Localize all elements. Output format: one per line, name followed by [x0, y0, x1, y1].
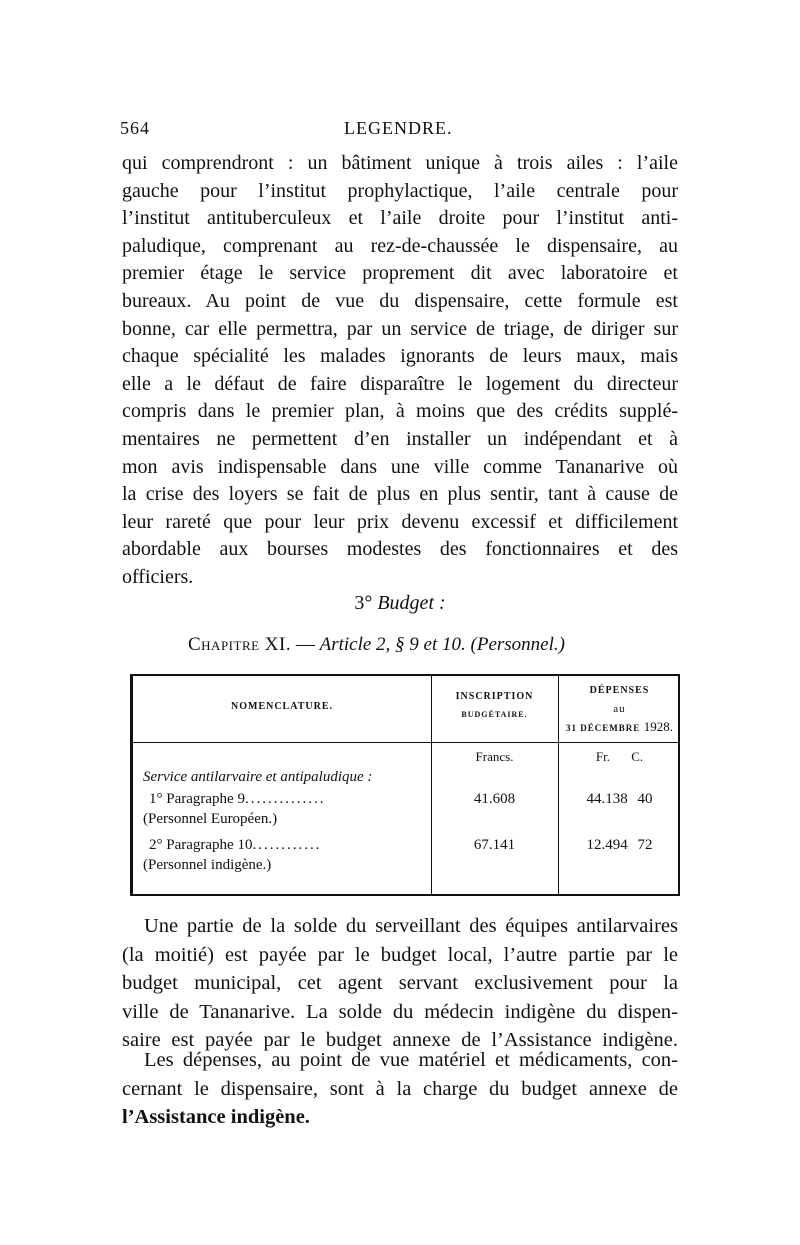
- table-row-sublabel: (Personnel Européen.): [143, 811, 278, 827]
- text-line-bold: l’Assistance indigène.: [122, 1106, 310, 1128]
- page-header: [120, 118, 680, 142]
- text-line: la crise des loyers se fait de plus en plus sentir, tant à cause de: [122, 483, 678, 506]
- budget-heading-number: 3°: [354, 592, 373, 614]
- column-header-nomenclature: NOMENCLATURE.: [231, 701, 333, 712]
- table-cell-inscription: 67.141: [473, 837, 516, 853]
- text-line: ville de Tananarive. La solde du médecin indigène du dispen-: [122, 1000, 678, 1023]
- text-line: qui comprendront : un bâtiment unique à trois ailes : l’aile: [122, 152, 678, 174]
- paragraph-expenses: [122, 1046, 678, 1132]
- text-line: officiers.: [122, 565, 194, 588]
- text-line: budget municipal, cet agent servant exclusivement pour la: [122, 972, 678, 994]
- text-line: (la moitié) est payée par le budget local, l’autre partie par le: [122, 943, 678, 966]
- column-header-depenses-line1: DÉPENSES: [589, 685, 650, 696]
- running-head: LEGENDRE.: [344, 118, 453, 138]
- table-cell-depenses: 12.494 72: [586, 837, 653, 853]
- chapter-dash: —: [295, 634, 315, 655]
- text-line: l’institut antituberculeux et l’aile droite pour l’institut anti-: [122, 207, 678, 230]
- dot-leader: ..............: [244, 791, 326, 807]
- text-line: compris dans le premier plan, à moins que des crédits supplé-: [122, 400, 678, 423]
- column-header-depenses-line2: au: [613, 703, 626, 715]
- paragraph-hospital-plan: [122, 150, 678, 592]
- budget-table: [130, 674, 680, 896]
- text-line: mon avis indispensable dans une ville comme Tananarive où: [122, 455, 678, 478]
- table-row-sublabel: (Personnel indigène.): [143, 857, 272, 873]
- table-cell-depenses: 44.138 40: [586, 791, 653, 807]
- text-line: bureaux. Au point de vue du dispensaire, cette formule est: [122, 289, 678, 312]
- budget-heading-label: Budget :: [377, 592, 446, 614]
- text-line: gauche pour l’institut prophylactique, l’aile centrale pour: [122, 179, 678, 202]
- chapter-article: Article 2, § 9 et 10.: [319, 634, 466, 655]
- text-line: Une partie de la solde du serveillant des équipes antilarvaires: [144, 915, 678, 937]
- page-number: 564: [120, 118, 150, 138]
- text-line: chaque spécialité les malades ignorants de leurs maux, mais: [122, 345, 678, 368]
- text-line: saire est payée par le budget annexe de l’Assistance indigène.: [122, 1029, 678, 1051]
- chapter-title: Chapitre XI.: [188, 634, 292, 655]
- column-header-depenses-line3: [558, 718, 681, 738]
- budget-heading: [0, 592, 800, 615]
- column-header-depenses: [558, 682, 681, 738]
- table-cell-inscription: 41.608: [473, 791, 516, 807]
- text-line: Les dépenses, au point de vue matériel et médicaments, con-: [144, 1049, 678, 1071]
- text-line: abordable aux bourses modestes des fonctionnaires et des: [122, 538, 678, 561]
- text-line: mentaires ne permettent d’en installer un indépendant et à: [122, 427, 678, 450]
- dot-leader: ............: [252, 837, 322, 853]
- text-line: bonne, car elle permettra, par un service de triage, de diriger sur: [122, 317, 678, 340]
- text-line: elle a le défaut de faire disparaître le logement du directeur: [122, 372, 678, 395]
- chapter-line: [188, 634, 565, 656]
- column-header-depenses-date: 31 DÉCEMBRE: [565, 723, 641, 733]
- table-row-label: [149, 836, 321, 854]
- text-line: paludique, comprenant au rez-de-chaussée le dispensaire, au: [122, 234, 678, 257]
- row-label-text: 2° Paragraphe 10: [149, 837, 253, 853]
- unit-fr-c: Fr. C.: [595, 749, 644, 764]
- column-header-inscription-line1: INSCRIPTION: [455, 691, 534, 702]
- paragraph-salary: [122, 912, 678, 1055]
- text-line: leur rareté que pour leur prix devenu excessif et difficilement: [122, 510, 678, 533]
- service-label: Service antilarvaire et antipaludique :: [143, 769, 373, 785]
- column-header-inscription: [431, 688, 558, 724]
- column-header-inscription-line2: BUDGÉTAIRE.: [461, 710, 528, 719]
- text-line: premier étage le service proprement dit avec laboratoire et: [122, 262, 678, 285]
- chapter-personnel: (Personnel.): [470, 634, 565, 655]
- row-label-text: 1° Paragraphe 9: [149, 791, 245, 807]
- table-header-rule: [133, 742, 678, 743]
- unit-francs: Francs.: [475, 749, 514, 764]
- column-header-depenses-year: 1928.: [643, 719, 673, 734]
- text-line: cernant le dispensaire, sont à la charge du budget annexe de: [122, 1077, 678, 1100]
- table-row-label: [149, 790, 325, 808]
